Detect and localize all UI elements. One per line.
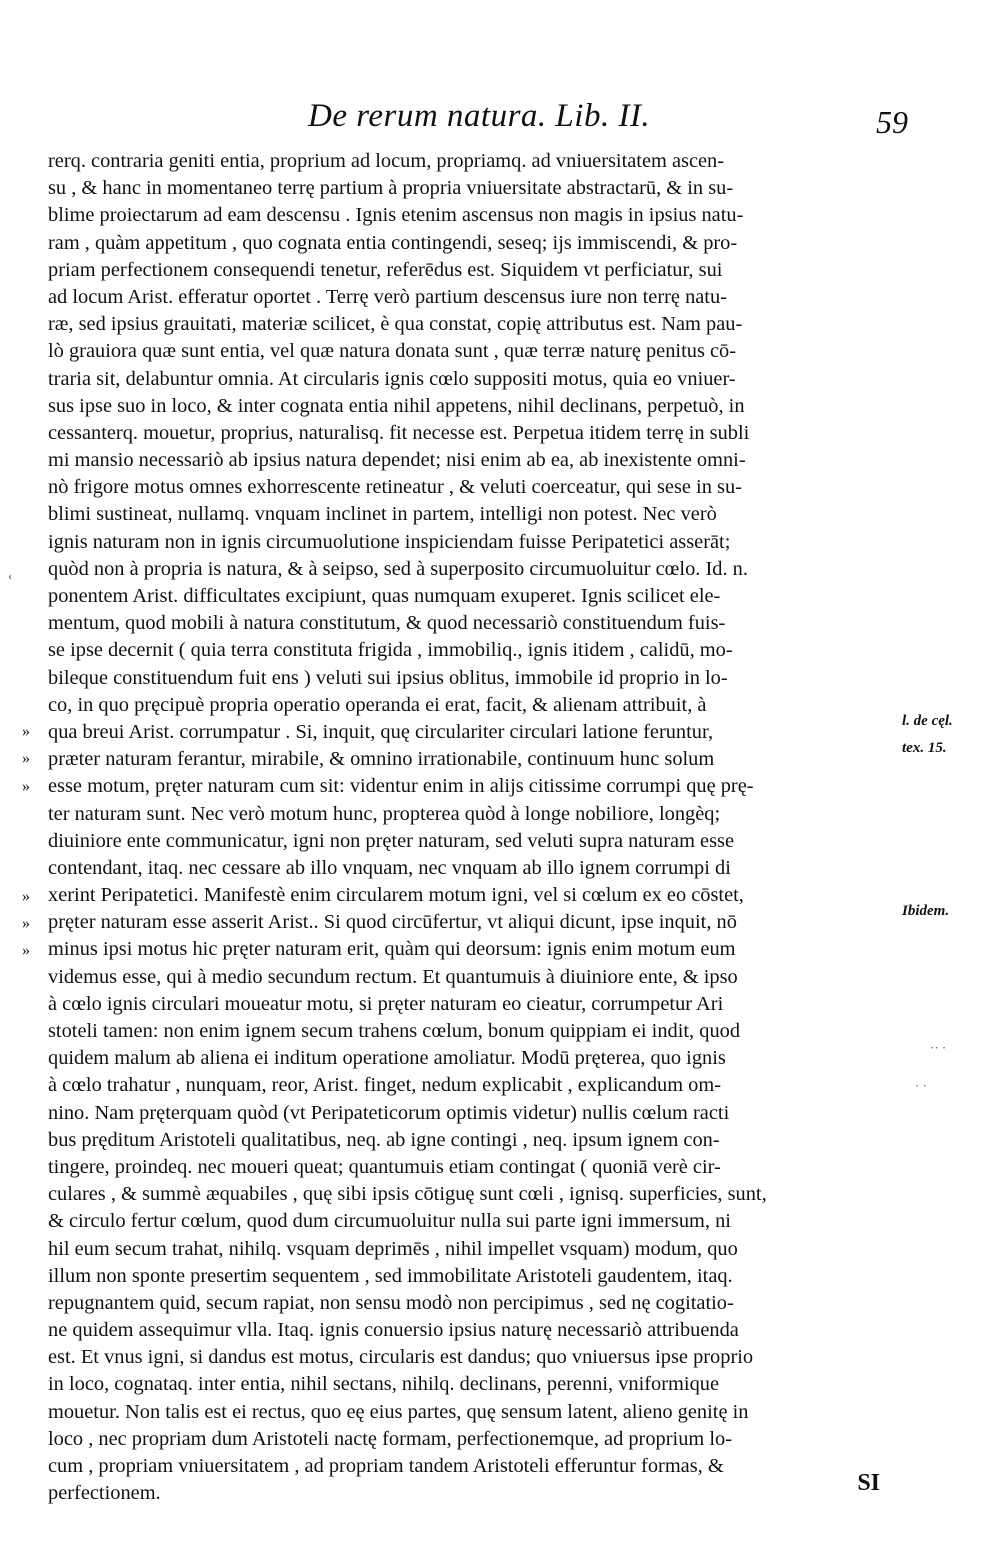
text-line: sus ipse suo in loco, & inter cognata entia nihil appetens, nihil declinans, perpetuò, in — [48, 394, 745, 417]
text-line: ne quidem assequimur vlla. Itaq. ignis conuersio ipsius naturę necessariò attribuenda — [48, 1319, 739, 1342]
text-line: diuiniore ente communicatur, igni non pręter naturam, sed veluti supra naturam esse — [48, 829, 735, 852]
text-line: illum non sponte presertim sequentem , sed immobilitate Aristoteli gaudentem, itaq. — [48, 1264, 733, 1287]
quote-mark: » — [22, 723, 30, 740]
text-line: stoteli tamen: non enim ignem secum trahens cœlum, bonum quippiam ei indit, quod — [48, 1020, 741, 1042]
text-line: ram , quàm appetitum , quo cognata entia contingendi, seseq; ijs immiscendi, & pro- — [48, 231, 738, 254]
text-line: esse motum, pręter naturam cum sit: videntur enim in alijs citissime corrumpi quę prę- — [48, 775, 754, 798]
quote-mark: » — [22, 888, 30, 905]
text-line: mouetur. Non talis est ei rectus, quo eę eius partes, quę sensum latent, alieno genitę in — [48, 1400, 749, 1423]
text-line: & circulo fertur cœlum, quod dum circumuoluitur nulla sui parte igni immersum, ni — [48, 1210, 731, 1233]
text-line: xerint Peripatetici. Manifestè enim circularem motum igni, vel si cœlum ex eo cōstet, — [48, 884, 744, 907]
margin-note-reference: tex. 15. — [902, 740, 947, 756]
margin-note-ibidem: Ibidem. — [902, 903, 950, 919]
text-line: rerq. contraria geniti entia, proprium ad locum, propriamq. ad vniuersitatem ascen- — [48, 150, 725, 172]
text-line: bileque constituendum fuit ens ) veluti sui ipsius oblitus, immobile id proprio in lo- — [48, 666, 728, 689]
text-line: in loco, cognataq. inter entia, nihil sectans, nihilq. declinans, perenni, vniformique — [48, 1373, 720, 1396]
main-text-block — [48, 148, 894, 1507]
print-speckle: ·· · — [930, 1040, 947, 1055]
text-line: est. Et vnus igni, si dandus est motus, circularis est dandus; quo vniuersus ipse proprio — [48, 1346, 754, 1369]
signature-mark: SI — [857, 1470, 880, 1496]
text-line: su , & hanc in momentaneo terrę partium à propria vniuersitate abstractarū, & in su- — [48, 177, 734, 200]
text-line: nino. Nam pręterquam quòd (vt Peripateticorum optimis videtur) nullis cœlum racti — [48, 1101, 730, 1124]
text-line: perfectionem. — [48, 1482, 161, 1505]
text-line: bus pręditum Aristoteli qualitatibus, neq. ab igne contingi , neq. ipsum ignem con- — [48, 1128, 720, 1151]
text-line: se ipse decernit ( quia terra constituta frigida , immobiliq., ignis itidem , calidū, mo- — [48, 639, 733, 662]
page-number: 59 — [876, 104, 908, 140]
text-line: lò grauiora quæ sunt entia, vel quæ natura donata sunt , quæ terræ naturę penitus cō- — [48, 340, 737, 363]
text-line: à cœlo ignis circulari moueatur motu, si pręter naturam eo cieatur, corrumpetur Ari — [48, 992, 724, 1015]
text-line: mi mansio necessariò ab ipsius natura dependet; nisi enim ab ea, ab inexistente omni- — [48, 449, 746, 472]
text-line: præter naturam ferantur, mirabile, & omnino irrationabile, continuum hunc solum — [48, 748, 715, 771]
text-line: cessanterq. mouetur, proprius, naturalisq. fit necesse est. Perpetua itidem terrę in subli — [48, 421, 750, 444]
running-title: De rerum natura. Lib. II. — [308, 98, 651, 134]
quote-mark: » — [22, 750, 30, 767]
text-line: blimi sustineat, nullamq. vnquam inclinet in partem, intelligi non potest. Nec verò — [48, 503, 717, 526]
text-line: cum , propriam vniuersitatem , ad propriam tandem Aristoteli efferuntur formas, & — [48, 1455, 724, 1477]
text-line: nò frigore motus omnes exhorrescente retineatur , & veluti coerceatur, qui sese in su- — [48, 476, 742, 499]
print-speckle: · · — [915, 1078, 927, 1093]
text-line: quòd non à propria is natura, & à seipso, sed à superposito circumuoluitur cœlo. Id. n. — [48, 557, 748, 580]
running-header — [0, 98, 1000, 148]
print-speckle: ‹ — [8, 568, 13, 583]
text-line: priam perfectionem consequendi tenetur, referēdus est. Siquidem vt perficiatur, sui — [48, 258, 723, 281]
text-line: à cœlo trahatur , nunquam, reor, Arist. finget, nedum explicabit , explicandum om- — [48, 1074, 722, 1097]
quote-mark: » — [22, 942, 30, 959]
text-line: ræ, sed ipsius grauitati, materiæ scilicet, è qua constat, copię attributus est. Nam pau- — [48, 313, 743, 336]
text-line: ad locum Arist. efferatur oportet . Terrę verò partium descensus iure non terrę natu- — [48, 285, 727, 308]
text-line: ponentem Arist. difficultates excipiunt, quas numquam exuperet. Ignis scilicet ele- — [48, 585, 721, 607]
text-line: repugnantem quid, secum rapiat, non sensu modò non percipimus , sed nę cogitatio- — [48, 1291, 734, 1314]
text-line: quidem malum ab aliena ei inditum operatione amoliatur. Modū pręterea, quo ignis — [48, 1047, 726, 1070]
text-line: minus ipsi motus hic pręter naturam erit, quàm qui deorsum: ignis enim motum eum — [48, 938, 736, 961]
margin-note-reference: l. de cęl. — [902, 713, 953, 729]
text-line: traria sit, delabuntur omnia. At circularis ignis cœlo suppositi motus, quia eo vniuer- — [48, 367, 736, 390]
text-line: pręter naturam esse asserit Arist.. Si quod circūfertur, vt aliqui dicunt, ipse inquit, nō — [48, 911, 737, 934]
quote-mark: » — [22, 915, 30, 932]
quote-mark: » — [22, 778, 30, 795]
text-line: videmus esse, qui à medio secundum rectum. Et quantumuis à diuiniore ente, & ipso — [48, 965, 738, 988]
text-line: culares , & summè æquabiles , quę sibi ipsis cōtiguę sunt cœli , ignisq. superficies, sunt, — [48, 1183, 767, 1206]
text-line: qua breui Arist. corrumpatur . Si, inquit, quę circulariter circulari latione feruntur, — [48, 720, 714, 743]
text-line: contendant, itaq. nec cessare ab illo vnquam, nec vnquam ab illo ignem corrumpi di — [48, 856, 731, 879]
text-line: ter naturam sunt. Nec verò motum hunc, propterea quòd à longe nobiliore, longèq; — [48, 802, 721, 825]
text-line: loco , nec propriam dum Aristoteli nactę formam, perfectionemque, ad proprium lo- — [48, 1427, 733, 1450]
text-line: blime proiectarum ad eam descensu . Ignis etenim ascensus non magis in ipsius natu- — [48, 204, 744, 227]
text-line: ignis naturam non in ignis circumuolutione inspiciendam fuisse Peripatetici asserāt; — [48, 530, 731, 553]
text-line: hil eum secum trahat, nihilq. vsquam deprimēs , nihil impellet vsquam) modum, quo — [48, 1237, 738, 1260]
text-line: mentum, quod mobili à natura constitutum, & quod necessariò constituendum fuis- — [48, 612, 726, 635]
text-line: tingere, proindeq. nec moueri queat; quantumuis etiam contingat ( quoniā verè cir- — [48, 1155, 721, 1178]
text-line: co, in quo pręcipuè propria operatio operanda ei erat, facit, & alienam attribuit, à — [48, 693, 707, 716]
